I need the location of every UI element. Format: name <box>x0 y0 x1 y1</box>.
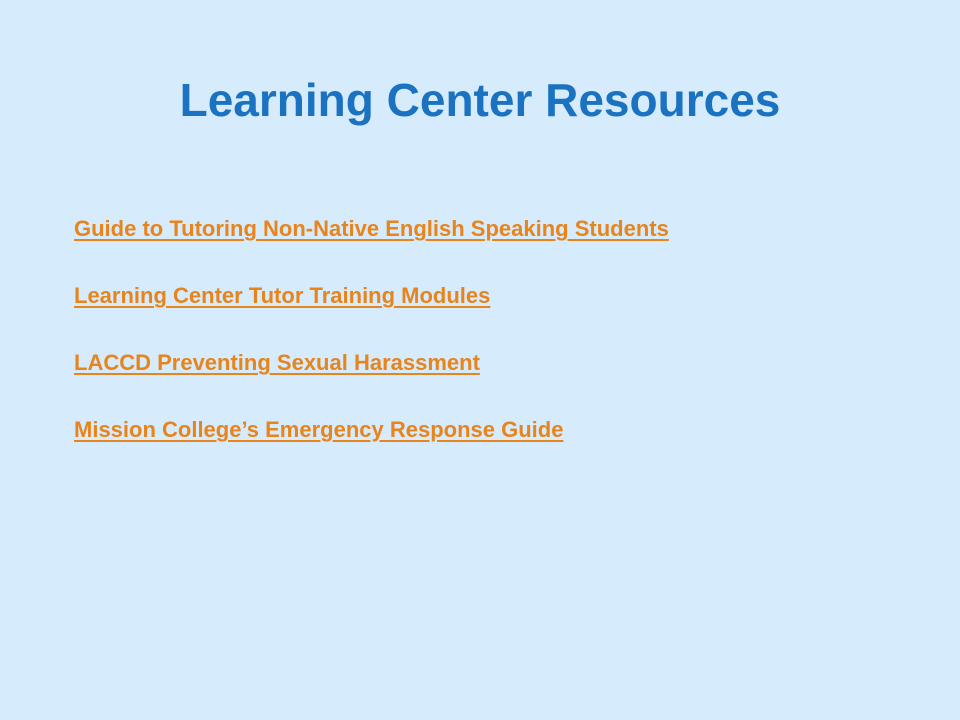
list-item <box>74 214 669 244</box>
list-item <box>74 281 669 311</box>
link-preventing-sexual-harassment[interactable]: LACCD Preventing Sexual Harassment <box>74 350 480 375</box>
list-item <box>74 415 669 445</box>
resource-links-list <box>74 214 669 482</box>
slide-title: Learning Center Resources <box>179 74 781 126</box>
link-emergency-response-guide[interactable]: Mission College’s Emergency Response Guide <box>74 417 564 442</box>
list-item <box>74 348 669 378</box>
link-tutoring-non-native-guide[interactable]: Guide to Tutoring Non-Native English Speaking Students <box>74 216 669 241</box>
link-tutor-training-modules[interactable]: Learning Center Tutor Training Modules <box>74 283 491 308</box>
